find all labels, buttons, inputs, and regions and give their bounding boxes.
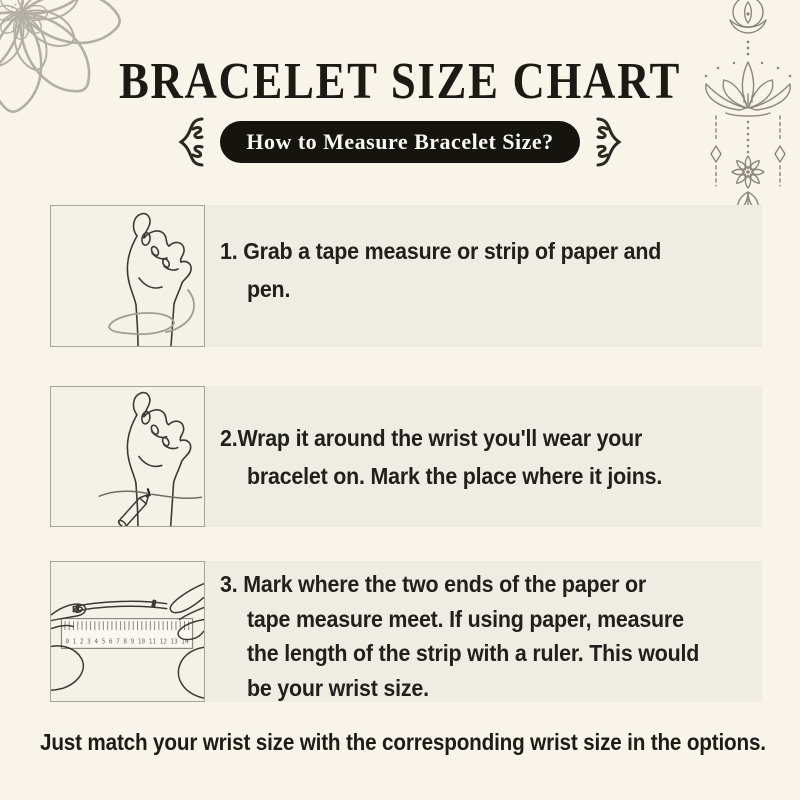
step-2-row [50, 386, 762, 527]
footer-note: Just match your wrist size with the corresponding wrist size in the options. [40, 729, 766, 755]
ruler-numbers: 0 1 2 3 4 5 6 7 8 9 10 11 12 13 14 [65, 637, 189, 646]
step-3-row [50, 561, 762, 702]
step-3-line-1: 3. Mark where the two ends of the paper or [220, 571, 647, 597]
ruler-measuring-icon [51, 562, 204, 701]
subtitle-badge: How to Measure Bracelet Size? [220, 121, 579, 163]
step-2-illustration [50, 386, 205, 527]
step-3-illustration [50, 561, 205, 702]
flourish-right-icon [593, 114, 627, 170]
page-title: BRACELET SIZE CHART [118, 53, 682, 110]
step-1-text [220, 205, 741, 308]
hand-pen-marking-icon [51, 387, 204, 526]
step-3-line-4: be your wrist size. [246, 674, 429, 701]
step-3-line-2: tape measure meet. If using paper, measure [246, 605, 684, 632]
hand-tape-loop-icon [51, 206, 204, 346]
step-1-illustration [50, 205, 205, 347]
step-2-text [220, 386, 741, 495]
subtitle-badge-row [0, 114, 800, 170]
step-1-line-2: pen. [246, 276, 291, 302]
step-2-line-1: 2.Wrap it around the wrist you'll wear your [220, 425, 643, 451]
step-3-line-3: the length of the strip with a ruler. This would [246, 640, 700, 666]
step-1-row [50, 205, 762, 347]
flourish-left-icon [173, 114, 207, 170]
step-2-line-2: bracelet on. Mark the place where it joins. [246, 463, 663, 489]
step-3-text [220, 561, 741, 705]
step-1-line-1: 1. Grab a tape measure or strip of paper and [220, 238, 662, 264]
